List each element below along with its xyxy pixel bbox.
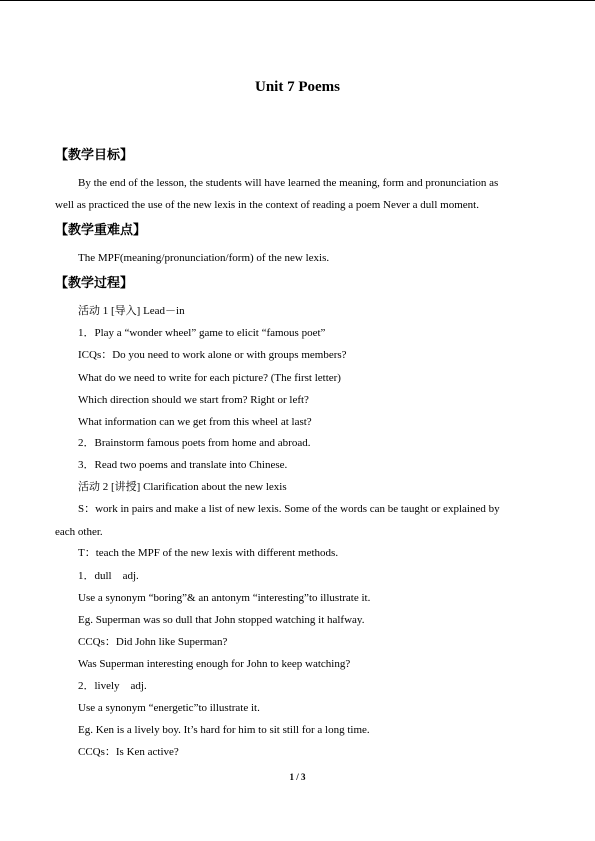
- process-line: each other.: [55, 526, 103, 538]
- process-line: CCQs：Is Ken active?: [78, 746, 179, 758]
- process-line: Was Superman interesting enough for John to keep watching?: [78, 658, 351, 670]
- section-heading-objectives: 【教学目标】: [55, 148, 134, 163]
- document-title: Unit 7 Poems: [255, 79, 340, 95]
- process-line: 活动 1 [导入] Lead－in: [78, 305, 185, 317]
- objectives-text-line-1: By the end of the lesson, the students will have learned the meaning, form and pronunciation as: [78, 177, 499, 189]
- process-line: What information can we get from this wheel at last?: [78, 416, 312, 428]
- process-line: 2．Brainstorm famous poets from home and abroad.: [78, 437, 311, 449]
- process-line: 1．dull adj.: [78, 570, 139, 582]
- process-line: Which direction should we start from? Right or left?: [78, 394, 309, 406]
- keypoints-text: The MPF(meaning/pronunciation/form) of the new lexis.: [78, 252, 330, 264]
- process-line: 3．Read two poems and translate into Chinese.: [78, 459, 288, 471]
- process-line: 1．Play a “wonder wheel” game to elicit “famous poet”: [78, 327, 326, 339]
- section-heading-keypoints: 【教学重难点】: [55, 223, 147, 238]
- process-line: Eg. Ken is a lively boy. It’s hard for him to sit still for a long time.: [78, 724, 370, 736]
- process-line: T：teach the MPF of the new lexis with different methods.: [78, 547, 339, 559]
- process-line: 2．lively adj.: [78, 680, 147, 692]
- section-heading-process: 【教学过程】: [55, 276, 134, 291]
- process-line: Eg. Superman was so dull that John stopped watching it halfway.: [78, 614, 365, 626]
- process-line: CCQs：Did John like Superman?: [78, 636, 228, 648]
- process-line: What do we need to write for each picture? (The first letter): [78, 372, 341, 384]
- page-number: 1 / 3: [289, 772, 306, 782]
- process-line: Use a synonym “boring”& an antonym “interesting”to illustrate it.: [78, 592, 371, 604]
- objectives-text-line-2: well as practiced the use of the new lexis in the context of reading a poem Never a dull moment.: [55, 199, 479, 211]
- process-line: 活动 2 [讲授] Clarification about the new lexis: [78, 481, 287, 493]
- process-line: Use a synonym “energetic”to illustrate it.: [78, 702, 260, 714]
- process-line: ICQs：Do you need to work alone or with groups members?: [78, 349, 347, 361]
- process-line: S：work in pairs and make a list of new lexis. Some of the words can be taught or explained by: [78, 503, 500, 515]
